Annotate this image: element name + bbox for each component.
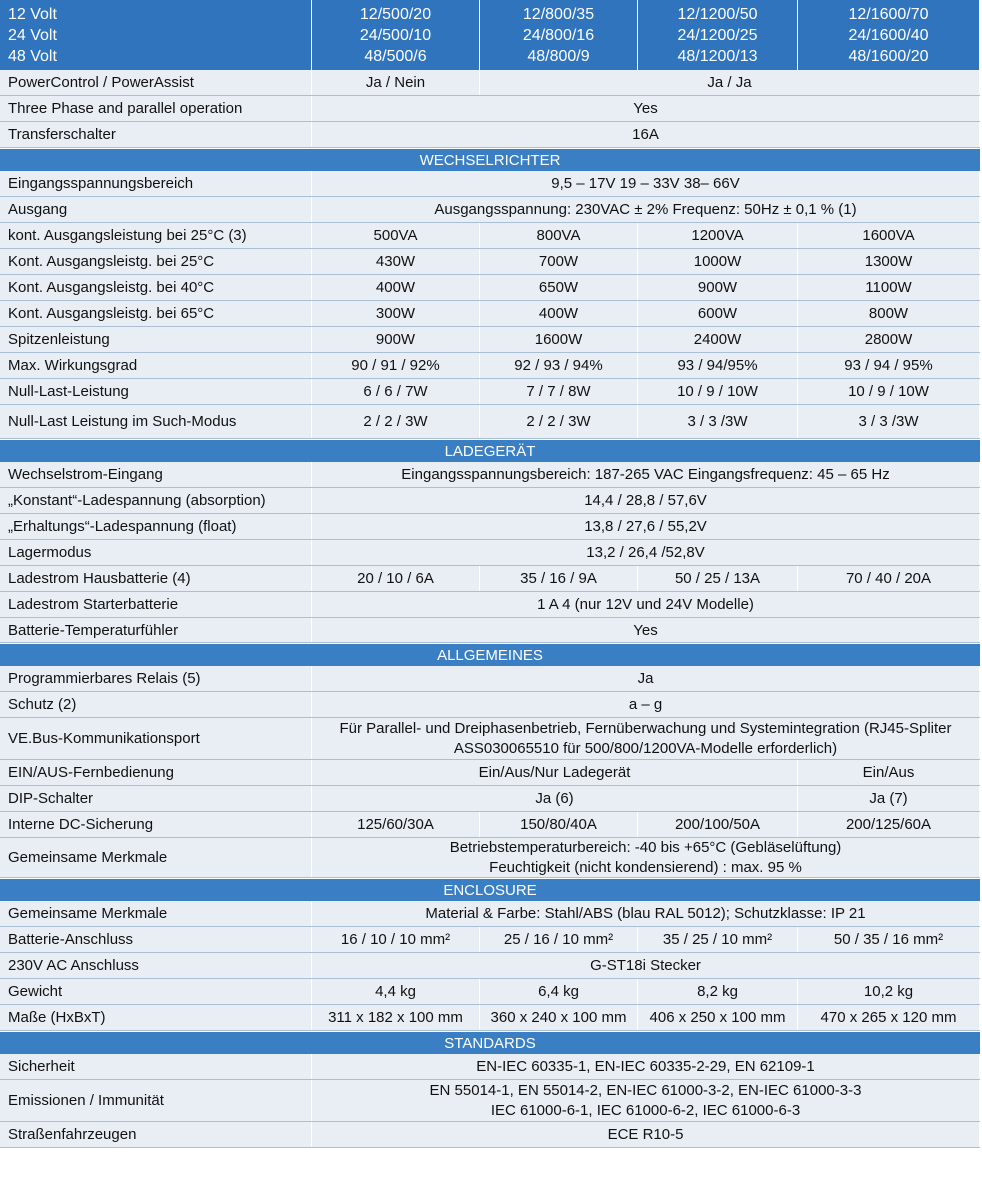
spec-value-line: 300W	[375, 305, 416, 322]
spec-value	[798, 249, 979, 275]
spec-label: Lagermodus	[0, 540, 311, 566]
spec-label: Ausgang	[0, 197, 311, 223]
spec-value-line: EN 55014-1, EN 55014-2, EN-IEC 61000-3-2, EN-IEC 61000-3-3	[429, 1082, 862, 1099]
spec-value-line: 800VA	[536, 227, 581, 244]
spec-value-line: 13,2 / 26,4 /52,8V	[586, 544, 705, 561]
spec-label: Gemeinsame Merkmale	[0, 901, 311, 927]
spec-value	[312, 760, 797, 786]
spec-value	[480, 379, 637, 405]
section-header: STANDARDS	[0, 1031, 980, 1054]
spec-value-line: 93 / 94/95%	[677, 357, 758, 374]
spec-value	[312, 197, 979, 223]
section-header: ALLGEMEINES	[0, 643, 980, 666]
spec-value-line: 700W	[538, 253, 579, 270]
spec-value	[798, 812, 979, 838]
spec-value	[638, 927, 797, 953]
spec-value-line: 125/60/30A	[357, 816, 434, 833]
spec-value	[638, 353, 797, 379]
spec-value-line: 4,4 kg	[375, 983, 416, 1000]
spec-row	[0, 462, 980, 488]
spec-value	[312, 901, 979, 927]
spec-value	[312, 1005, 479, 1031]
model-column-header	[312, 0, 479, 70]
spec-value-line: 10,2 kg	[863, 983, 914, 1000]
spec-value-line: 400W	[375, 279, 416, 296]
spec-label: Gewicht	[0, 979, 311, 1005]
spec-value	[798, 405, 979, 439]
spec-row	[0, 275, 980, 301]
spec-value	[312, 838, 979, 878]
spec-label: EIN/AUS-Fernbedienung	[0, 760, 311, 786]
spec-row	[0, 1122, 980, 1148]
spec-value	[312, 223, 479, 249]
spec-value-line: 1000W	[693, 253, 742, 270]
spec-label: Null-Last-Leistung	[0, 379, 311, 405]
spec-value-line: 93 / 94 / 95%	[844, 357, 933, 374]
spec-label: Kont. Ausgangsleistg. bei 40°C	[0, 275, 311, 301]
section-header: LADEGERÄT	[0, 439, 980, 462]
model-name: 12/1200/50	[677, 5, 758, 23]
spec-value	[798, 353, 979, 379]
model-name: 24/800/16	[522, 26, 595, 44]
spec-value-line: IEC 61000-6-1, IEC 61000-6-2, IEC 61000-6-3	[490, 1102, 801, 1119]
spec-value	[480, 70, 979, 96]
spec-value-line: 2800W	[864, 331, 913, 348]
spec-value	[798, 379, 979, 405]
spec-row	[0, 953, 980, 979]
model-name: 48/800/9	[527, 47, 590, 65]
spec-value	[480, 275, 637, 301]
spec-value	[638, 979, 797, 1005]
spec-value	[480, 927, 637, 953]
spec-value-line: 35 / 25 / 10 mm²	[662, 931, 773, 948]
spec-value	[480, 327, 637, 353]
spec-value-line: Feuchtigkeit (nicht kondensierend) : max. 95 %	[489, 859, 802, 876]
spec-value-line: EN-IEC 60335-1, EN-IEC 60335-2-29, EN 62109-1	[476, 1058, 815, 1075]
spec-value	[312, 1080, 979, 1122]
spec-value	[798, 1005, 979, 1031]
spec-value-line: 2400W	[693, 331, 742, 348]
spec-value	[638, 405, 797, 439]
spec-value	[798, 301, 979, 327]
spec-row	[0, 514, 980, 540]
spec-value	[638, 812, 797, 838]
spec-value	[312, 70, 479, 96]
spec-value-line: Ja	[637, 670, 654, 687]
section-header: ENCLOSURE	[0, 878, 980, 901]
spec-label: Transferschalter	[0, 122, 311, 148]
spec-row	[0, 223, 980, 249]
spec-value	[312, 96, 979, 122]
model-column-header	[638, 0, 797, 70]
spec-value-line: 25 / 16 / 10 mm²	[503, 931, 614, 948]
spec-value	[638, 379, 797, 405]
spec-value-line: 10 / 9 / 10W	[848, 383, 929, 400]
spec-label: Gemeinsame Merkmale	[0, 838, 311, 878]
spec-label: Eingangsspannungsbereich	[0, 171, 311, 197]
spec-value	[312, 275, 479, 301]
spec-value	[312, 666, 979, 692]
spec-value-line: 600W	[697, 305, 738, 322]
spec-row	[0, 812, 980, 838]
row-divider	[0, 1147, 980, 1148]
spec-label: Schutz (2)	[0, 692, 311, 718]
spec-value	[312, 786, 797, 812]
spec-value-line: 92 / 93 / 94%	[514, 357, 603, 374]
spec-value	[798, 760, 979, 786]
spec-row	[0, 327, 980, 353]
model-name: 24/1600/40	[848, 26, 929, 44]
spec-label: Kont. Ausgangsleistg. bei 25°C	[0, 249, 311, 275]
spec-value	[798, 786, 979, 812]
voltage-label: 24 Volt	[8, 26, 57, 44]
spec-value	[480, 249, 637, 275]
spec-value-line: Material & Farbe: Stahl/ABS (blau RAL 5012); Schutzklasse: IP 21	[425, 905, 866, 922]
spec-value-line: 70 / 40 / 20A	[845, 570, 932, 587]
spec-value	[480, 979, 637, 1005]
spec-value	[312, 301, 479, 327]
spec-value	[638, 301, 797, 327]
spec-value-line: 6,4 kg	[538, 983, 579, 1000]
spec-value	[312, 379, 479, 405]
spec-row	[0, 618, 980, 643]
spec-value-line: 8,2 kg	[697, 983, 738, 1000]
spec-row	[0, 566, 980, 592]
spec-value	[312, 249, 479, 275]
spec-row	[0, 592, 980, 618]
voltage-label: 12 Volt	[8, 5, 57, 23]
spec-label: Batterie-Anschluss	[0, 927, 311, 953]
spec-value-line: 9,5 – 17V 19 – 33V 38– 66V	[551, 175, 740, 192]
spec-value-line: Yes	[633, 621, 658, 639]
spec-value	[480, 1005, 637, 1031]
spec-row	[0, 171, 980, 197]
spec-value	[798, 327, 979, 353]
spec-label: Ladestrom Hausbatterie (4)	[0, 566, 311, 592]
spec-value-line: 20 / 10 / 6A	[357, 570, 434, 587]
spec-value	[480, 353, 637, 379]
spec-value-line: a – g	[628, 696, 663, 713]
voltage-label-cell	[0, 0, 311, 70]
spec-row	[0, 666, 980, 692]
spec-row	[0, 122, 980, 148]
spec-value-line: 16 / 10 / 10 mm²	[340, 931, 451, 948]
spec-value	[638, 249, 797, 275]
spec-value-line: Ein/Aus	[862, 764, 915, 781]
spec-value-line: 400W	[538, 305, 579, 322]
spec-value-line: 2 / 2 / 3W	[526, 413, 591, 430]
spec-value-line: ECE R10-5	[607, 1126, 684, 1143]
spec-value-line: Ja / Ja	[707, 74, 752, 91]
spec-row	[0, 927, 980, 953]
spec-value	[480, 405, 637, 439]
spec-row	[0, 1054, 980, 1080]
spec-value	[312, 353, 479, 379]
spec-label: Wechselstrom-Eingang	[0, 462, 311, 488]
spec-label: Sicherheit	[0, 1054, 311, 1080]
spec-value-line: Ja / Nein	[365, 74, 426, 91]
spec-row	[0, 197, 980, 223]
spec-value-line: 1300W	[864, 253, 913, 270]
spec-row	[0, 786, 980, 812]
spec-label: Straßenfahrzeugen	[0, 1122, 311, 1148]
spec-label: VE.Bus-Kommunikationsport	[0, 718, 311, 760]
spec-label: DIP-Schalter	[0, 786, 311, 812]
spec-row	[0, 979, 980, 1005]
spec-value	[312, 327, 479, 353]
spec-value-line: 430W	[375, 253, 416, 270]
spec-value-line: 90 / 91 / 92%	[351, 357, 440, 374]
spec-value-line: Yes	[633, 100, 658, 117]
spec-value-line: Ausgangsspannung: 230VAC ± 2% Frequenz: 50Hz ± 0,1 % (1)	[434, 201, 857, 218]
model-name: 48/1600/20	[848, 47, 929, 65]
model-header	[0, 0, 980, 70]
spec-row	[0, 901, 980, 927]
spec-value-line: 500VA	[373, 227, 418, 244]
spec-value-line: 650W	[538, 279, 579, 296]
spec-row	[0, 760, 980, 786]
spec-label: Emissionen / Immunität	[0, 1080, 311, 1122]
spec-label: Interne DC-Sicherung	[0, 812, 311, 838]
spec-value-line: 35 / 16 / 9A	[520, 570, 597, 587]
spec-value-line: 360 x 240 x 100 mm	[490, 1009, 627, 1026]
spec-value-line: 3 / 3 /3W	[858, 413, 919, 430]
spec-value-line: 800W	[868, 305, 909, 322]
spec-value	[798, 566, 979, 592]
spec-value-line: 200/100/50A	[674, 816, 761, 833]
model-name: 12/1600/70	[848, 5, 929, 23]
spec-value	[638, 223, 797, 249]
spec-label: PowerControl / PowerAssist	[0, 70, 311, 96]
spec-value	[312, 1122, 979, 1148]
spec-value	[312, 122, 979, 148]
spec-value	[312, 514, 979, 540]
spec-value	[312, 462, 979, 488]
spec-value-line: 900W	[697, 279, 738, 296]
spec-value-line: ASS030065510 für 500/800/1200VA-Modelle erforderlich)	[453, 740, 838, 757]
spec-value	[312, 540, 979, 566]
spec-label: „Konstant“-Ladespannung (absorption)	[0, 488, 311, 514]
spec-row	[0, 379, 980, 405]
spec-row	[0, 70, 980, 96]
spec-value-line: 13,8 / 27,6 / 55,2V	[584, 518, 707, 535]
spec-value-line: 50 / 25 / 13A	[674, 570, 761, 587]
spec-value-line: 1100W	[865, 279, 912, 296]
spec-value	[480, 223, 637, 249]
spec-label: Ladestrom Starterbatterie	[0, 592, 311, 618]
spec-value	[312, 405, 479, 439]
spec-value	[312, 618, 979, 643]
spec-value	[480, 812, 637, 838]
spec-value-line: 406 x 250 x 100 mm	[649, 1009, 786, 1026]
spec-value-line: G-ST18i Stecker	[590, 957, 701, 974]
spec-label: 230V AC Anschluss	[0, 953, 311, 979]
model-column-header	[480, 0, 637, 70]
spec-row	[0, 540, 980, 566]
spec-row	[0, 405, 980, 439]
model-name: 12/500/20	[359, 5, 432, 23]
spec-row	[0, 249, 980, 275]
spec-label: Kont. Ausgangsleistg. bei 65°C	[0, 301, 311, 327]
spec-value-line: 10 / 9 / 10W	[677, 383, 758, 400]
spec-row	[0, 1080, 980, 1122]
spec-value-line: 1600VA	[862, 227, 915, 244]
spec-value	[798, 223, 979, 249]
spec-value-line: 7 / 7 / 8W	[526, 383, 591, 400]
spec-value	[638, 275, 797, 301]
spec-value-line: 470 x 265 x 120 mm	[820, 1009, 957, 1026]
spec-value-line: Für Parallel- und Dreiphasenbetrieb, Fernüberwachung und Systemintegration (RJ45-Spliter	[339, 720, 952, 737]
spec-row	[0, 96, 980, 122]
spec-label: Max. Wirkungsgrad	[0, 353, 311, 379]
spec-value	[312, 1054, 979, 1080]
spec-value	[312, 692, 979, 718]
model-name: 24/1200/25	[677, 26, 758, 44]
voltage-label: 48 Volt	[8, 47, 57, 65]
spec-value	[312, 171, 979, 197]
spec-value	[798, 927, 979, 953]
spec-row	[0, 301, 980, 327]
spec-value-line: 16A	[632, 126, 659, 143]
spec-row	[0, 1005, 980, 1031]
spec-label: kont. Ausgangsleistung bei 25°C (3)	[0, 223, 311, 249]
spec-value-line: 311 x 182 x 100 mm	[328, 1009, 463, 1026]
spec-value	[312, 927, 479, 953]
spec-value	[312, 812, 479, 838]
model-name: 48/1200/13	[677, 47, 758, 65]
spec-label: Maße (HxBxT)	[0, 1005, 311, 1031]
spec-label: Batterie-Temperaturfühler	[0, 618, 311, 643]
spec-value-line: 14,4 / 28,8 / 57,6V	[584, 492, 707, 509]
spec-value	[638, 1005, 797, 1031]
spec-value	[312, 566, 479, 592]
spec-value	[798, 275, 979, 301]
spec-value-line: 6 / 6 / 7W	[363, 383, 428, 400]
spec-row	[0, 692, 980, 718]
spec-value-line: Ein/Aus/Nur Ladegerät	[478, 764, 631, 781]
spec-value-line: Betriebstemperaturbereich: -40 bis +65°C (Gebläselüftung)	[449, 839, 842, 856]
section-header: WECHSELRICHTER	[0, 148, 980, 171]
spec-value-line: Ja (6)	[535, 790, 574, 807]
spec-value-line: 50 / 35 / 16 mm²	[833, 931, 944, 948]
spec-value-line: 1200VA	[691, 227, 744, 244]
model-column-header	[798, 0, 979, 70]
spec-value	[638, 566, 797, 592]
spec-label: Null-Last Leistung im Such-Modus	[0, 405, 311, 439]
spec-value-line: Eingangsspannungsbereich: 187-265 VAC Eingangsfrequenz: 45 – 65 Hz	[401, 466, 890, 483]
spec-value-line: 3 / 3 /3W	[687, 413, 748, 430]
spec-value	[312, 718, 979, 760]
spec-value-line: Ja (7)	[869, 790, 908, 807]
spec-value	[312, 592, 979, 618]
spec-value	[638, 327, 797, 353]
spec-value-line: 2 / 2 / 3W	[363, 413, 428, 430]
spec-label: Spitzenleistung	[0, 327, 311, 353]
spec-value	[312, 979, 479, 1005]
spec-value	[480, 566, 637, 592]
spec-value	[312, 953, 979, 979]
spec-row	[0, 838, 980, 878]
spec-value-line: 1600W	[534, 331, 583, 348]
spec-value	[480, 301, 637, 327]
model-name: 12/800/35	[522, 5, 595, 23]
model-name: 24/500/10	[359, 26, 432, 44]
spec-value-line: 150/80/40A	[520, 816, 597, 833]
model-name: 48/500/6	[364, 47, 427, 65]
spec-row	[0, 353, 980, 379]
spec-label: Programmierbares Relais (5)	[0, 666, 311, 692]
spec-value	[798, 979, 979, 1005]
spec-value-line: 1 A 4 (nur 12V und 24V Modelle)	[537, 596, 754, 613]
spec-label: Three Phase and parallel operation	[0, 96, 311, 122]
spec-value-line: 200/125/60A	[845, 816, 932, 833]
spec-row	[0, 488, 980, 514]
spec-row	[0, 718, 980, 760]
spec-value	[312, 488, 979, 514]
spec-value-line: 900W	[375, 331, 416, 348]
spec-label: „Erhaltungs“-Ladespannung (float)	[0, 514, 311, 540]
